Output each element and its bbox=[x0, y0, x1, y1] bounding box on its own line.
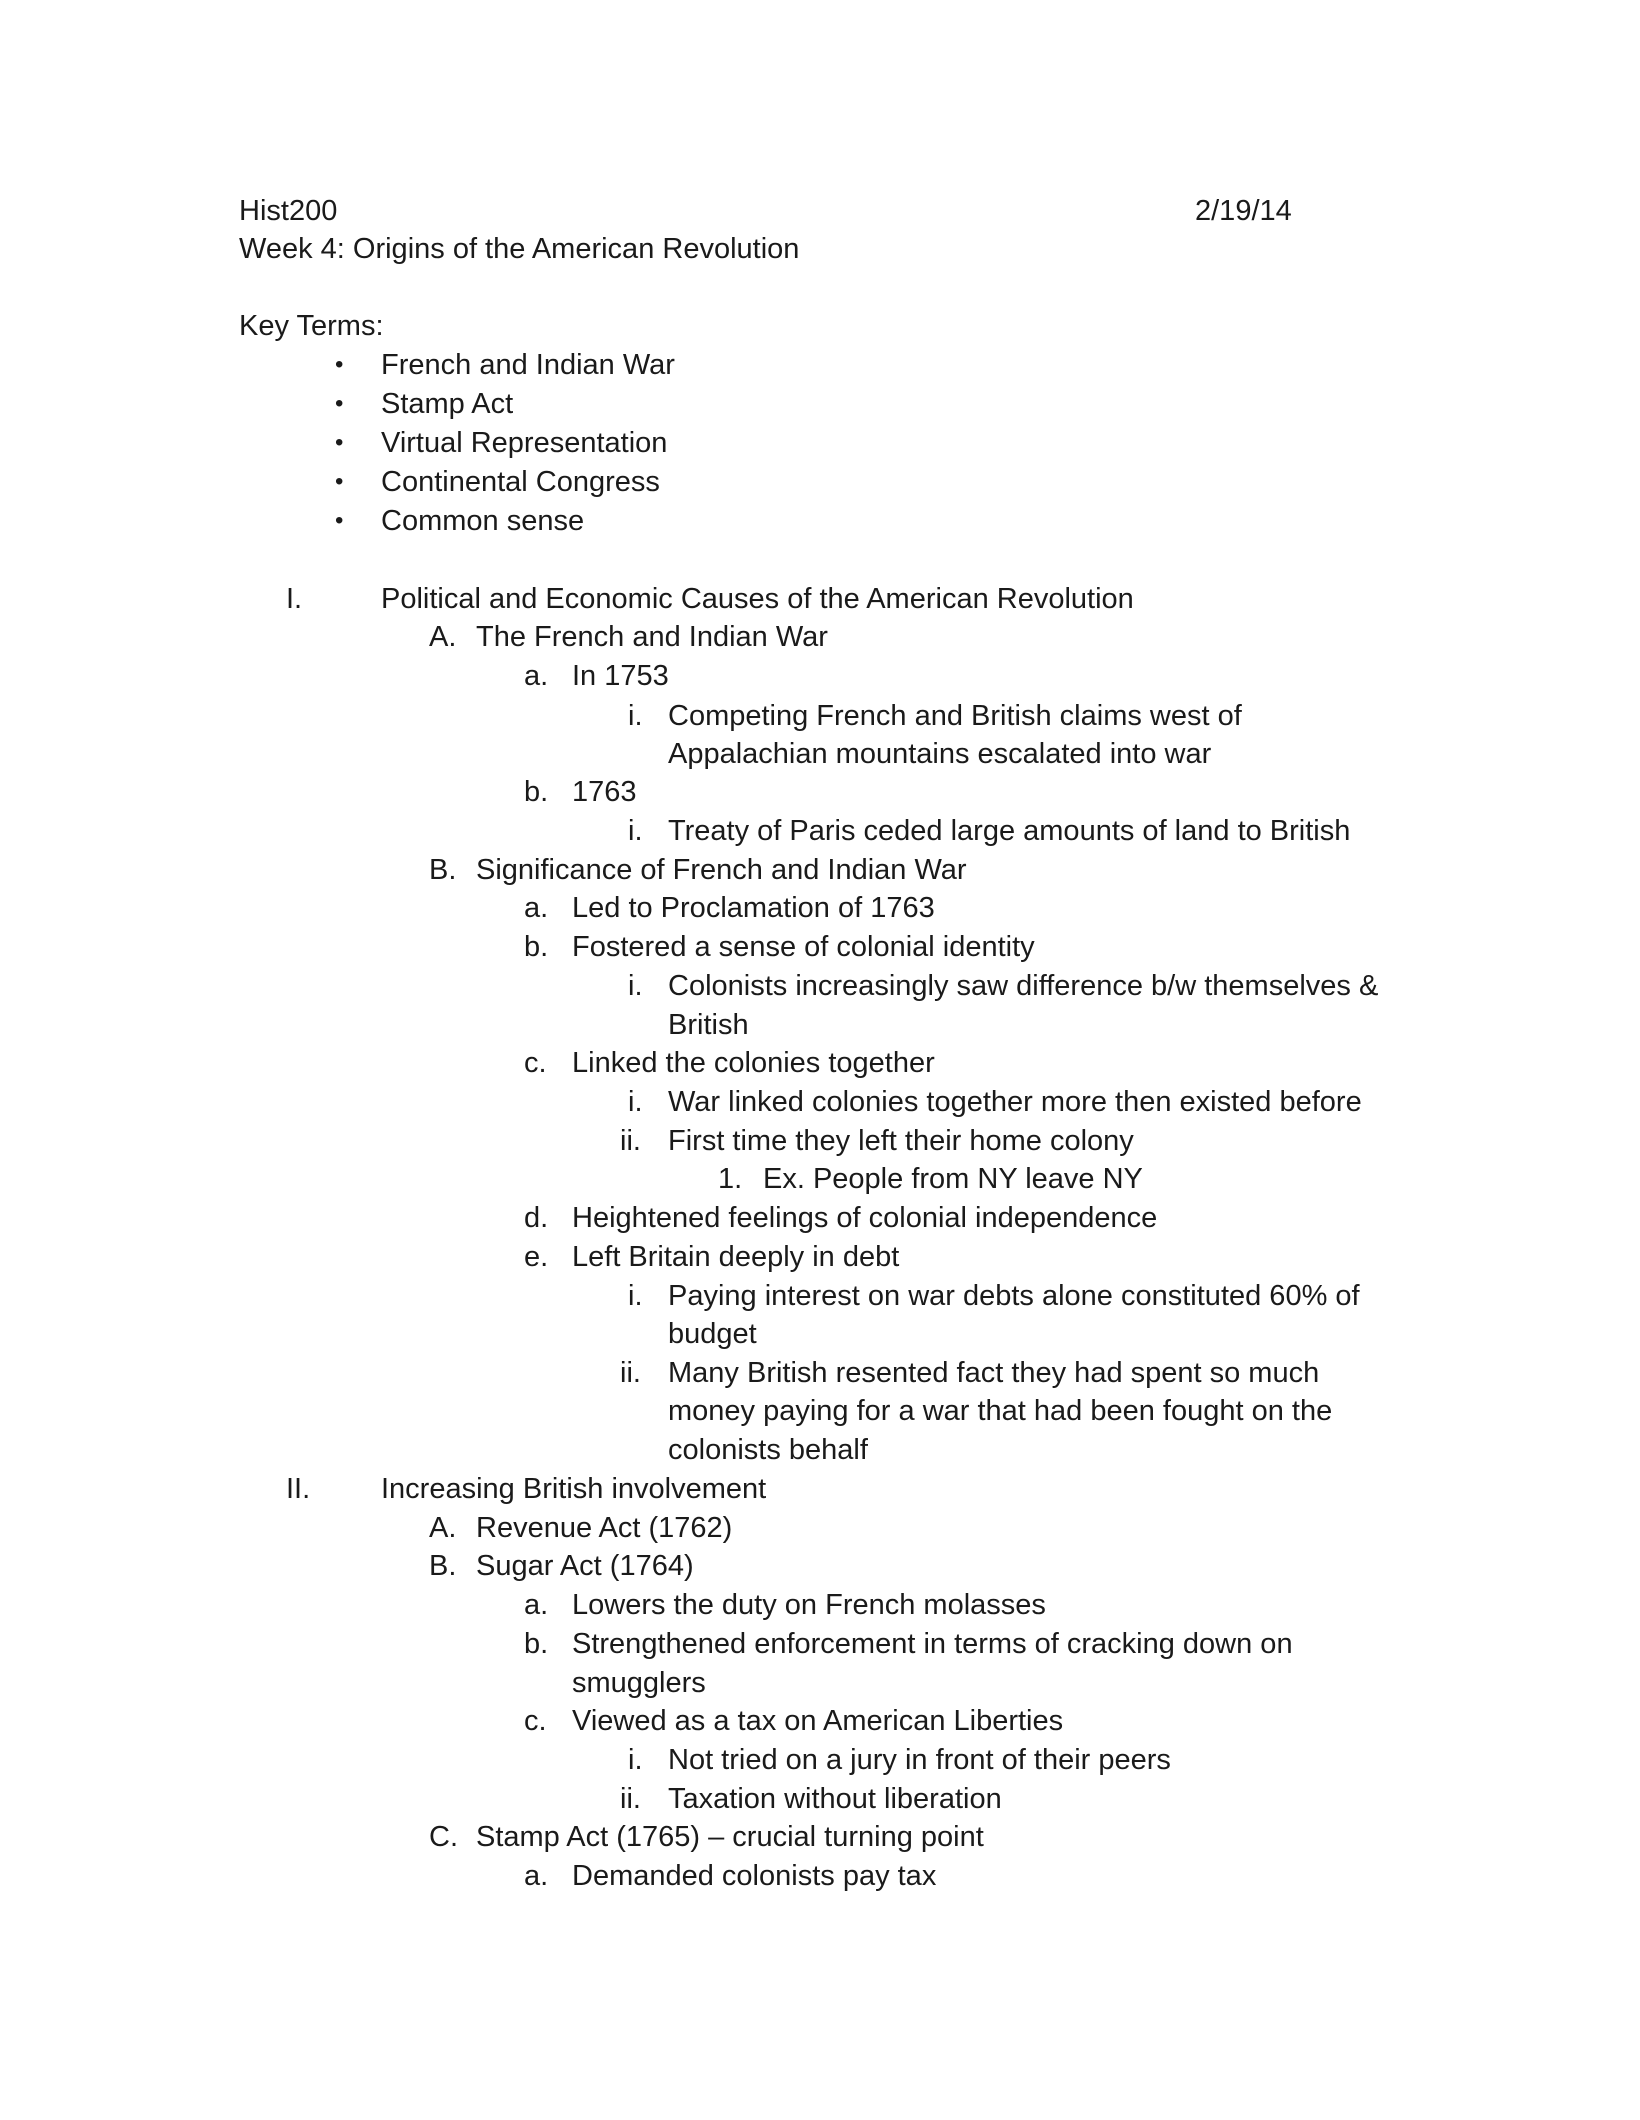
outline-item: Demanded colonists pay tax bbox=[572, 1860, 937, 1892]
section-heading: Political and Economic Causes of the American Revolution bbox=[381, 583, 1134, 615]
outline-marker: a. bbox=[524, 1589, 549, 1621]
document-date: 2/19/14 bbox=[1195, 195, 1292, 227]
outline-item: 1763 bbox=[572, 776, 637, 808]
outline-item: Heightened feelings of colonial independence bbox=[572, 1202, 1158, 1234]
outline-item: Treaty of Paris ceded large amounts of land to British bbox=[668, 815, 1351, 847]
bullet-icon: • bbox=[335, 507, 344, 534]
outline-marker: i. bbox=[628, 700, 643, 732]
outline-marker: b. bbox=[524, 776, 549, 808]
outline-item: Paying interest on war debts alone constituted 60% of bbox=[668, 1280, 1360, 1312]
key-term-item: Stamp Act bbox=[381, 388, 514, 420]
outline-marker: A. bbox=[429, 1512, 457, 1544]
outline-item: The French and Indian War bbox=[476, 621, 828, 653]
key-term-item: Common sense bbox=[381, 505, 585, 537]
outline-marker: I. bbox=[286, 583, 303, 615]
outline-item: Ex. People from NY leave NY bbox=[763, 1163, 1143, 1195]
outline-item: In 1753 bbox=[572, 660, 669, 692]
outline-marker: b. bbox=[524, 1628, 549, 1660]
outline-item: Linked the colonies together bbox=[572, 1047, 935, 1079]
section-heading: Increasing British involvement bbox=[381, 1473, 767, 1505]
bullet-icon: • bbox=[335, 468, 344, 495]
outline-item-continuation: budget bbox=[668, 1318, 757, 1350]
outline-marker: ii. bbox=[620, 1357, 641, 1389]
outline-item: Competing French and British claims west of bbox=[668, 700, 1242, 732]
bullet-icon: • bbox=[335, 351, 344, 378]
outline-item: Many British resented fact they had spent so much bbox=[668, 1357, 1320, 1389]
outline-item-continuation: smugglers bbox=[572, 1667, 706, 1699]
outline-marker: i. bbox=[628, 815, 643, 847]
outline-marker: II. bbox=[286, 1473, 311, 1505]
page-title: Week 4: Origins of the American Revolution bbox=[239, 233, 800, 265]
key-term-item: Virtual Representation bbox=[381, 427, 668, 459]
course-code: Hist200 bbox=[239, 195, 338, 227]
outline-marker: C. bbox=[429, 1821, 458, 1853]
outline-marker: a. bbox=[524, 892, 549, 924]
outline-item: Led to Proclamation of 1763 bbox=[572, 892, 935, 924]
key-terms-heading: Key Terms: bbox=[239, 310, 384, 342]
outline-item: First time they left their home colony bbox=[668, 1125, 1134, 1157]
bullet-icon: • bbox=[335, 429, 344, 456]
outline-marker: c. bbox=[524, 1705, 547, 1737]
outline-marker: B. bbox=[429, 1550, 457, 1582]
outline-item: Left Britain deeply in debt bbox=[572, 1241, 900, 1273]
outline-marker: e. bbox=[524, 1241, 549, 1273]
key-term-item: French and Indian War bbox=[381, 349, 675, 381]
outline-item: Taxation without liberation bbox=[668, 1783, 1002, 1815]
outline-marker: c. bbox=[524, 1047, 547, 1079]
outline-item: Fostered a sense of colonial identity bbox=[572, 931, 1035, 963]
outline-item: Not tried on a jury in front of their peers bbox=[668, 1744, 1171, 1776]
outline-marker: ii. bbox=[620, 1125, 641, 1157]
bullet-icon: • bbox=[335, 390, 344, 417]
outline-marker: i. bbox=[628, 970, 643, 1002]
outline-item: Colonists increasingly saw difference b/w themselves & bbox=[668, 970, 1379, 1002]
outline-marker: i. bbox=[628, 1280, 643, 1312]
key-term-item: Continental Congress bbox=[381, 466, 660, 498]
outline-item: Sugar Act (1764) bbox=[476, 1550, 694, 1582]
outline-marker: a. bbox=[524, 1860, 549, 1892]
outline-item-continuation: colonists behalf bbox=[668, 1434, 868, 1466]
outline-item-continuation: money paying for a war that had been fought on the bbox=[668, 1395, 1333, 1427]
outline-marker: a. bbox=[524, 660, 549, 692]
outline-marker: ii. bbox=[620, 1783, 641, 1815]
outline-item-continuation: British bbox=[668, 1009, 749, 1041]
outline-marker: b. bbox=[524, 931, 549, 963]
outline-item: Strengthened enforcement in terms of cracking down on bbox=[572, 1628, 1293, 1660]
outline-marker: i. bbox=[628, 1744, 643, 1776]
outline-item: War linked colonies together more then existed before bbox=[668, 1086, 1362, 1118]
outline-marker: 1. bbox=[718, 1163, 743, 1195]
outline-item: Viewed as a tax on American Liberties bbox=[572, 1705, 1064, 1737]
outline-item-continuation: Appalachian mountains escalated into war bbox=[668, 738, 1212, 770]
outline-item: Stamp Act (1765) – crucial turning point bbox=[476, 1821, 984, 1853]
outline-item: Significance of French and Indian War bbox=[476, 854, 967, 886]
outline-item: Revenue Act (1762) bbox=[476, 1512, 733, 1544]
outline-marker: A. bbox=[429, 621, 457, 653]
outline-marker: B. bbox=[429, 854, 457, 886]
outline-marker: d. bbox=[524, 1202, 549, 1234]
outline-item: Lowers the duty on French molasses bbox=[572, 1589, 1046, 1621]
outline-marker: i. bbox=[628, 1086, 643, 1118]
